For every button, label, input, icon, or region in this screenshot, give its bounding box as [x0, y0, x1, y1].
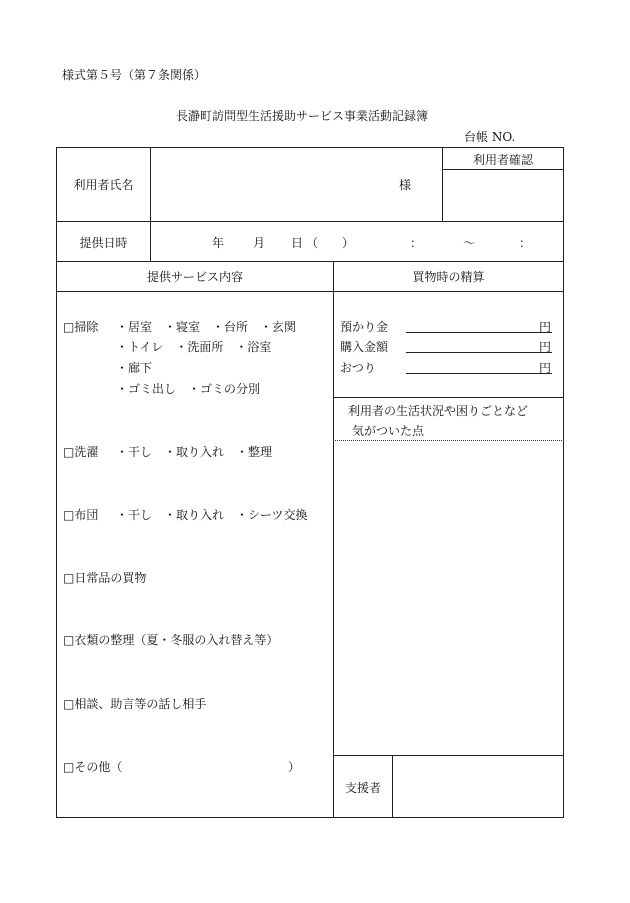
cleaning-rooms: ・居室 ・寝室 ・台所 ・玄関	[116, 320, 297, 334]
user-name-label: 利用者氏名	[73, 178, 134, 192]
user-confirm-field[interactable]	[444, 171, 562, 220]
checkbox-consultation[interactable]: □相談、助言等の話し相手	[63, 697, 207, 711]
services-header: 提供サービス内容	[146, 270, 243, 284]
other-detail-field[interactable]	[132, 754, 282, 776]
form-number: 様式第５号（第７条関係）	[62, 68, 207, 82]
weekday-paren-open: （	[306, 236, 319, 250]
checkbox-cleaning[interactable]: □掃除	[63, 320, 99, 334]
day-label: 日	[291, 236, 304, 250]
purchase-amount-yen: 円	[539, 340, 552, 354]
laundry-items: ・干し ・取り入れ ・整理	[116, 445, 273, 459]
notes-label-line2: 気がついた点	[352, 424, 425, 438]
shopping-settlement-header: 買物時の精算	[412, 270, 485, 284]
notes-label-line1: 利用者の生活状況や困りごとなど	[348, 404, 529, 418]
supporter-field[interactable]	[394, 757, 562, 816]
purchase-amount-label: 購入金額	[340, 340, 389, 354]
deposit-label: 預かり金	[340, 320, 389, 334]
honorific-sama: 様	[399, 178, 412, 192]
checkbox-other[interactable]: □その他（	[63, 760, 123, 774]
checkbox-futon[interactable]: □布団	[63, 508, 99, 522]
checkbox-clothes-organizing[interactable]: □衣類の整理（夏・冬服の入れ替え等）	[63, 633, 279, 647]
supporter-label: 支援者	[344, 781, 381, 795]
cleaning-hallway: ・廊下	[116, 361, 153, 375]
change-label: おつり	[340, 361, 376, 375]
end-time-colon: ：	[519, 236, 532, 250]
futon-items: ・干し ・取り入れ ・シーツ交換	[116, 508, 308, 522]
change-field[interactable]	[408, 356, 536, 373]
checkbox-laundry[interactable]: □洗濯	[63, 445, 99, 459]
weekday-paren-close: ）	[342, 236, 355, 250]
ledger-no-label: 台帳 NO.	[464, 130, 516, 144]
change-yen: 円	[539, 361, 552, 375]
time-range-tilde: ～	[463, 236, 476, 250]
deposit-field[interactable]	[408, 315, 536, 332]
year-label: 年	[212, 236, 225, 250]
deposit-yen: 円	[539, 320, 552, 334]
user-confirm-label: 利用者確認	[472, 153, 533, 167]
user-name-field[interactable]	[152, 148, 441, 220]
cleaning-garbage: ・ゴミ出し ・ゴミの分別	[116, 382, 261, 396]
start-time-colon: ：	[410, 236, 423, 250]
purchase-amount-field[interactable]	[408, 335, 536, 352]
other-paren-close: ）	[288, 760, 301, 774]
month-label: 月	[253, 236, 266, 250]
checkbox-daily-shopping[interactable]: □日常品の買物	[63, 571, 147, 585]
cleaning-wet-areas: ・トイレ ・洗面所 ・浴室	[116, 340, 272, 354]
page-title: 長瀞町訪問型生活援助サービス事業活動記録簿	[176, 109, 429, 123]
notes-field[interactable]	[335, 443, 562, 753]
service-datetime-label: 提供日時	[79, 236, 128, 250]
